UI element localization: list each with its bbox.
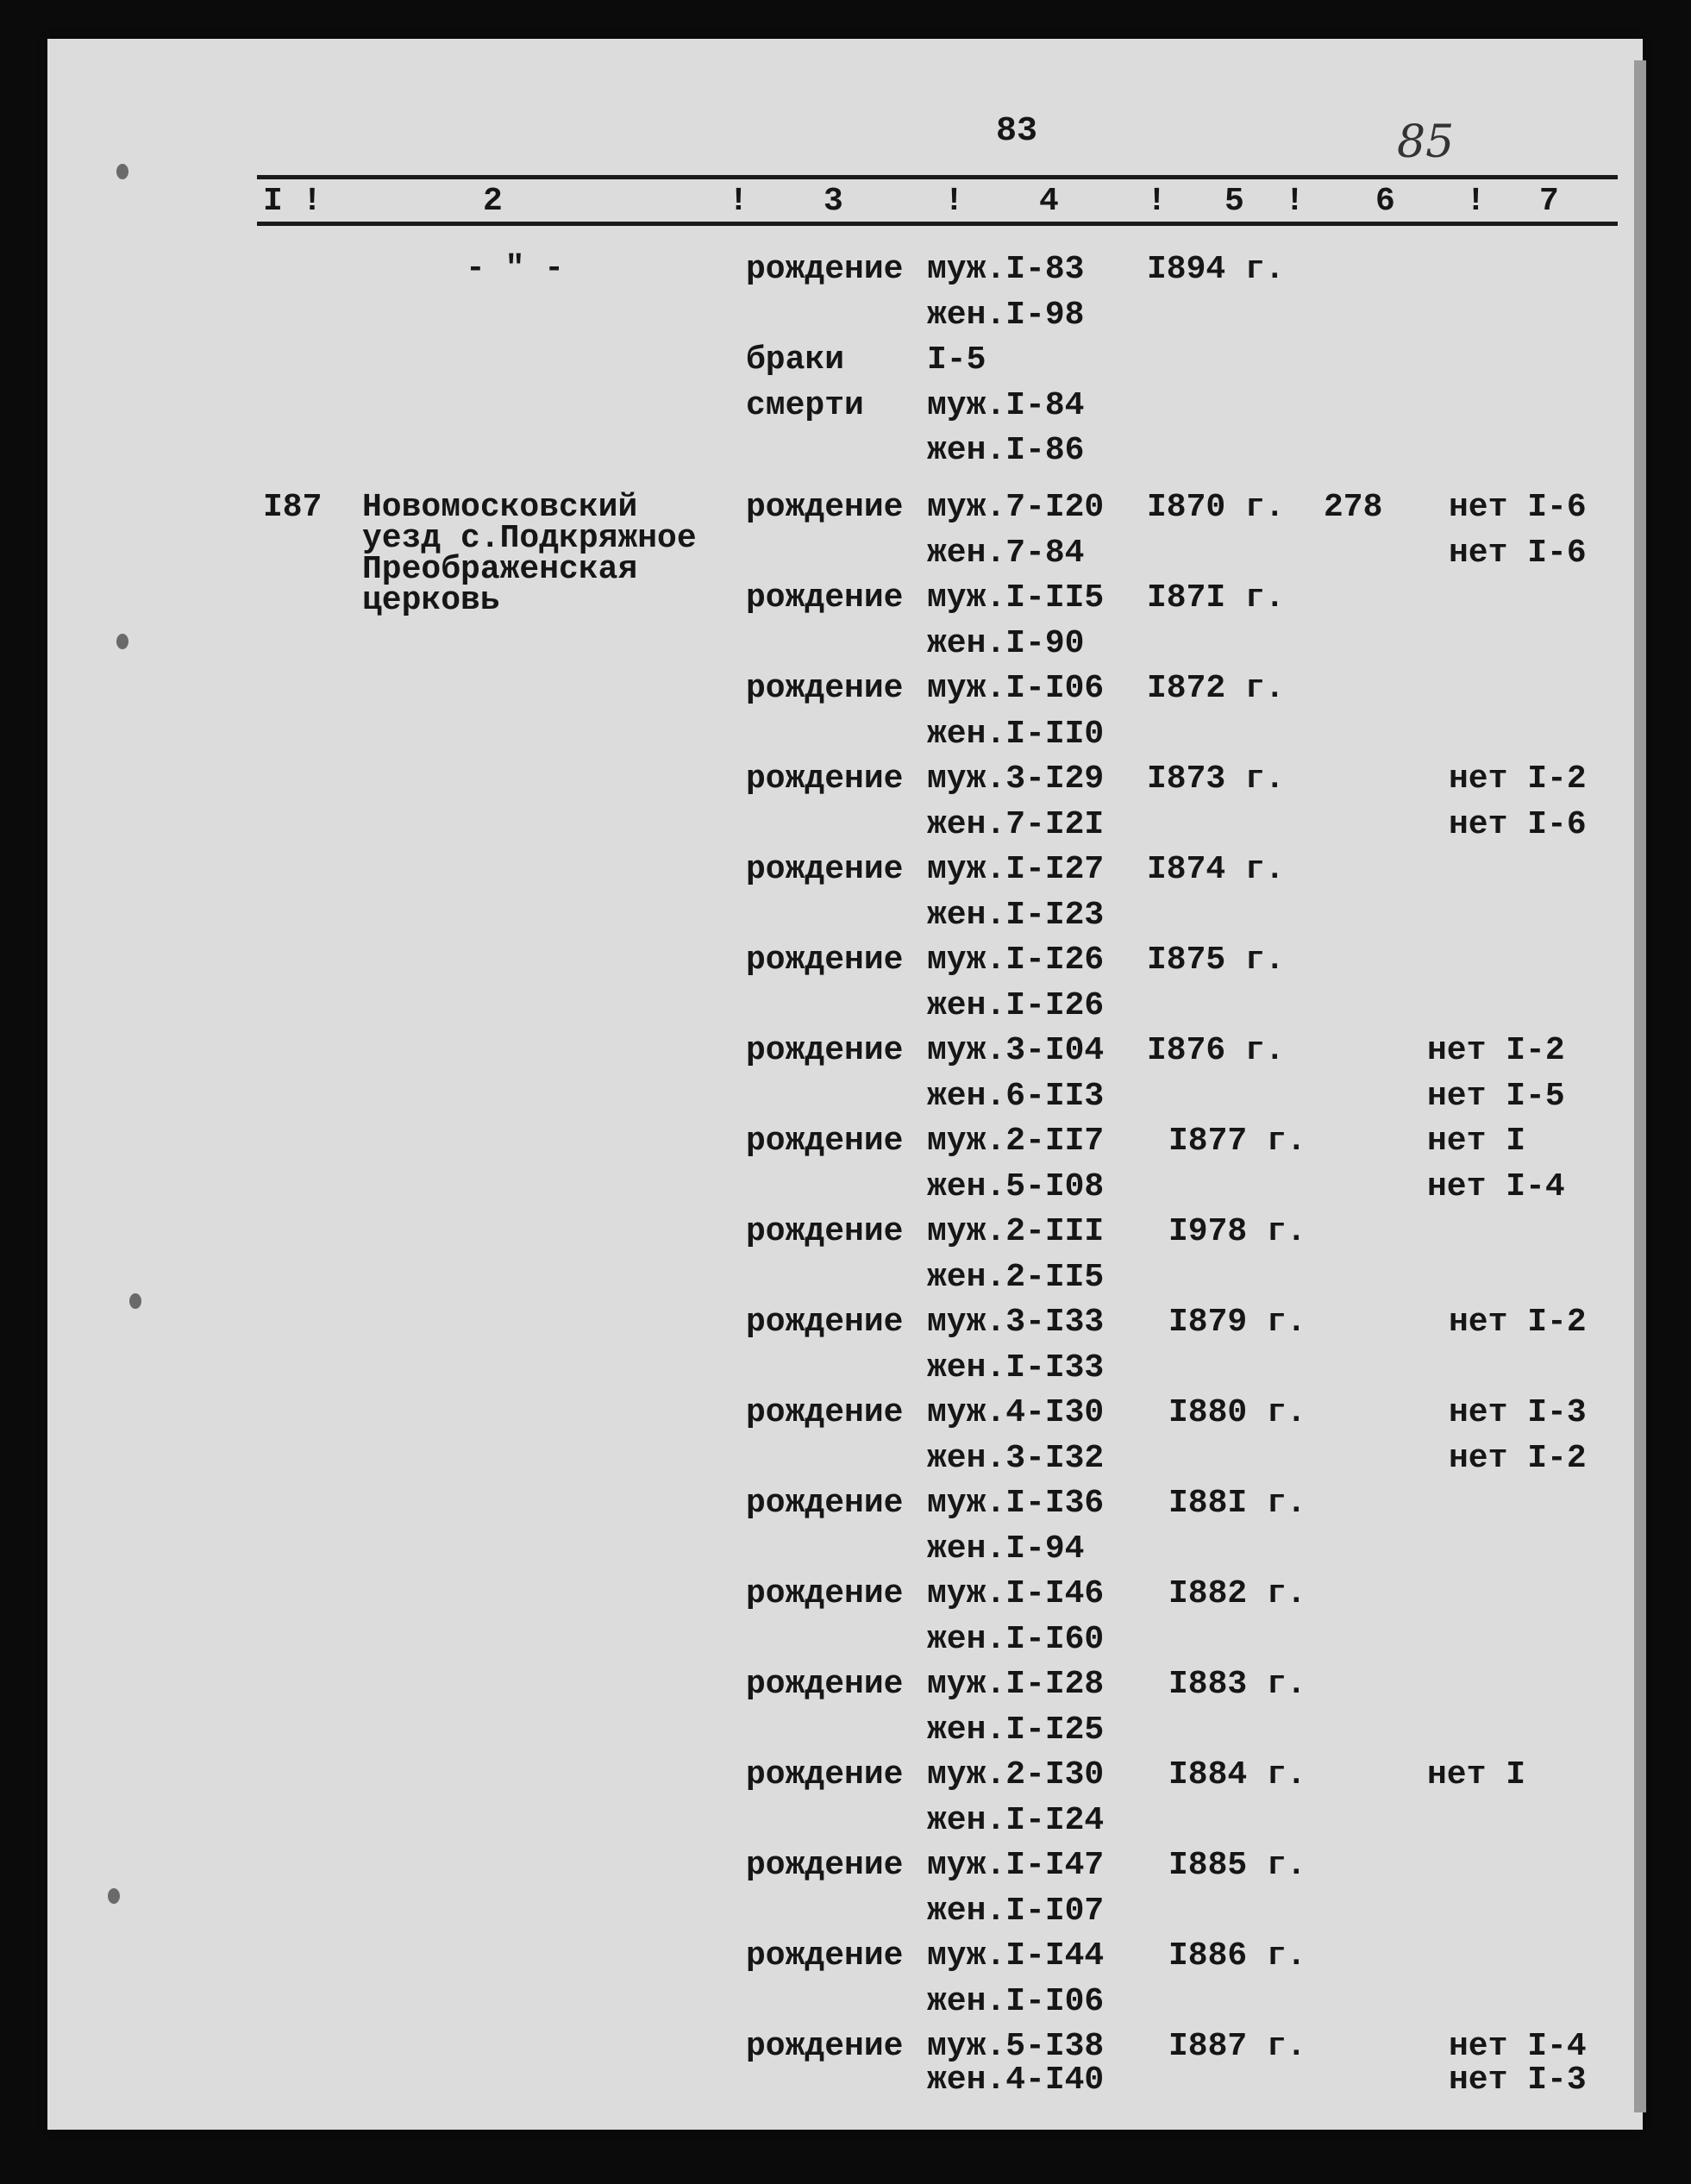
- missing-note: нет I-5: [1427, 1078, 1565, 1115]
- entry-count: муж.2-I30: [927, 1756, 1105, 1793]
- entry-count: муж.I-83: [927, 251, 1085, 288]
- doc-type: рождение: [746, 851, 904, 888]
- ditto-mark: - " -: [466, 250, 565, 287]
- register-year: I880 г.: [1168, 1394, 1306, 1431]
- doc-type: рождение: [746, 760, 904, 798]
- missing-note: нет I-6: [1449, 535, 1587, 572]
- entry-count: муж.I-I47: [927, 1847, 1105, 1884]
- entry-count: жен.I-I25: [927, 1712, 1105, 1749]
- entry-count: муж.7-I20: [927, 489, 1105, 526]
- missing-note: нет I-6: [1449, 806, 1587, 843]
- column-header: !: [729, 183, 748, 220]
- register-year: I882 г.: [1168, 1575, 1306, 1612]
- entry-count: жен.7-I2I: [927, 806, 1105, 843]
- doc-type: рождение: [746, 1213, 904, 1250]
- register-year: I887 г.: [1168, 2028, 1306, 2065]
- entry-count: жен.I-86: [927, 432, 1085, 469]
- punch-hole: [116, 634, 128, 649]
- doc-type: рождение: [746, 1666, 904, 1703]
- register-year: I886 г.: [1168, 1937, 1306, 1974]
- entry-count: муж.I-I44: [927, 1937, 1105, 1974]
- missing-note: нет I-3: [1449, 2062, 1587, 2099]
- column-header: 5: [1224, 183, 1244, 220]
- doc-type: рождение: [746, 1847, 904, 1884]
- entry-count: муж.I-I26: [927, 942, 1105, 979]
- entry-count: муж.3-I29: [927, 760, 1105, 798]
- doc-type: рождение: [746, 1756, 904, 1793]
- register-year: I876 г.: [1147, 1032, 1285, 1069]
- column-header: 6: [1375, 183, 1395, 220]
- missing-note: нет I-3: [1449, 1394, 1587, 1431]
- missing-note: нет I-4: [1427, 1168, 1565, 1205]
- entry-count: жен.I-I60: [927, 1621, 1105, 1658]
- register-year: I874 г.: [1147, 851, 1285, 888]
- doc-type: рождение: [746, 942, 904, 979]
- column-header: 3: [824, 183, 843, 220]
- entry-count: жен.I-90: [927, 625, 1085, 662]
- entry-count: жен.I-I26: [927, 987, 1105, 1024]
- doc-type: смерти: [746, 387, 864, 424]
- doc-type: браки: [746, 341, 845, 379]
- register-year: I88I г.: [1168, 1485, 1306, 1522]
- missing-note: нет I-6: [1449, 489, 1587, 526]
- register-year: I877 г.: [1168, 1123, 1306, 1160]
- missing-note: нет I-4: [1449, 2028, 1587, 2065]
- record-number: I87: [263, 489, 323, 526]
- missing-note: нет I: [1427, 1756, 1526, 1793]
- doc-type: рождение: [746, 1485, 904, 1522]
- entry-count: жен.I-94: [927, 1530, 1085, 1568]
- document-page: [47, 39, 1643, 2130]
- column-header: !: [944, 183, 964, 220]
- entry-count: муж.I-I28: [927, 1666, 1105, 1703]
- entry-count: жен.I-I23: [927, 897, 1105, 934]
- entry-count: муж.3-I33: [927, 1304, 1105, 1341]
- missing-note: нет I: [1427, 1123, 1526, 1160]
- register-year: I894 г.: [1147, 251, 1285, 288]
- register-year: I875 г.: [1147, 942, 1285, 979]
- doc-type: рождение: [746, 251, 904, 288]
- entry-count: жен.I-II0: [927, 716, 1105, 753]
- entry-count: муж.I-I06: [927, 670, 1105, 707]
- entry-count: жен.I-98: [927, 297, 1085, 334]
- punch-hole: [108, 1888, 120, 1904]
- column-header: 2: [483, 183, 503, 220]
- entry-count: муж.I-II5: [927, 579, 1105, 616]
- parish-line-1: Новомосковский: [362, 489, 638, 526]
- entry-count: жен.7-84: [927, 535, 1085, 572]
- doc-type: рождение: [746, 670, 904, 707]
- record-count: 278: [1324, 489, 1383, 526]
- entry-count: муж.4-I30: [927, 1394, 1105, 1431]
- doc-type: рождение: [746, 1937, 904, 1974]
- register-year: I872 г.: [1147, 670, 1285, 707]
- doc-type: рождение: [746, 1123, 904, 1160]
- parish-line-2: уезд с.Подкряжное: [362, 520, 697, 557]
- punch-hole: [116, 164, 128, 179]
- doc-type: рождение: [746, 1304, 904, 1341]
- entry-count: I-5: [927, 341, 986, 379]
- entry-count: жен.3-I32: [927, 1440, 1105, 1477]
- missing-note: нет I-2: [1449, 1304, 1587, 1341]
- page-number: 83: [996, 112, 1038, 151]
- header-top-rule: [257, 175, 1618, 179]
- column-header: !: [1466, 183, 1486, 220]
- doc-type: рождение: [746, 579, 904, 616]
- archive-page-number: 85: [1397, 116, 1455, 168]
- entry-count: жен.5-I08: [927, 1168, 1105, 1205]
- register-year: I884 г.: [1168, 1756, 1306, 1793]
- punch-hole: [129, 1293, 141, 1309]
- doc-type: рождение: [746, 1394, 904, 1431]
- column-header: I !: [263, 183, 323, 220]
- doc-type: рождение: [746, 489, 904, 526]
- column-header: !: [1147, 183, 1167, 220]
- register-year: I978 г.: [1168, 1213, 1306, 1250]
- entry-count: жен.2-II5: [927, 1259, 1105, 1296]
- entry-count: муж.I-I27: [927, 851, 1105, 888]
- entry-count: жен.I-I24: [927, 1802, 1105, 1839]
- column-header: 7: [1539, 183, 1559, 220]
- doc-type: рождение: [746, 1032, 904, 1069]
- doc-type: рождение: [746, 1575, 904, 1612]
- register-year: I87I г.: [1147, 579, 1285, 616]
- parish-line-3: Преображенская: [362, 551, 638, 588]
- entry-count: муж.2-II7: [927, 1123, 1105, 1160]
- entry-count: жен.6-II3: [927, 1078, 1105, 1115]
- missing-note: нет I-2: [1449, 1440, 1587, 1477]
- entry-count: муж.I-84: [927, 387, 1085, 424]
- parish-line-4: церковь: [362, 582, 500, 619]
- register-year: I879 г.: [1168, 1304, 1306, 1341]
- column-header: !: [1285, 183, 1305, 220]
- register-year: I870 г.: [1147, 489, 1285, 526]
- register-year: I873 г.: [1147, 760, 1285, 798]
- column-header: 4: [1039, 183, 1059, 220]
- entry-count: муж.5-I38: [927, 2028, 1105, 2065]
- entry-count: муж.I-I46: [927, 1575, 1105, 1612]
- missing-note: нет I-2: [1427, 1032, 1565, 1069]
- entry-count: муж.2-III: [927, 1213, 1105, 1250]
- entry-count: жен.4-I40: [927, 2062, 1105, 2099]
- entry-count: жен.I-I07: [927, 1893, 1105, 1930]
- page-edge: [1634, 60, 1646, 2112]
- entry-count: жен.I-I06: [927, 1983, 1105, 2020]
- entry-count: муж.3-I04: [927, 1032, 1105, 1069]
- register-year: I885 г.: [1168, 1847, 1306, 1884]
- header-bottom-rule: [257, 222, 1618, 226]
- entry-count: жен.I-I33: [927, 1349, 1105, 1386]
- missing-note: нет I-2: [1449, 760, 1587, 798]
- doc-type: рождение: [746, 2028, 904, 2065]
- entry-count: муж.I-I36: [927, 1485, 1105, 1522]
- register-year: I883 г.: [1168, 1666, 1306, 1703]
